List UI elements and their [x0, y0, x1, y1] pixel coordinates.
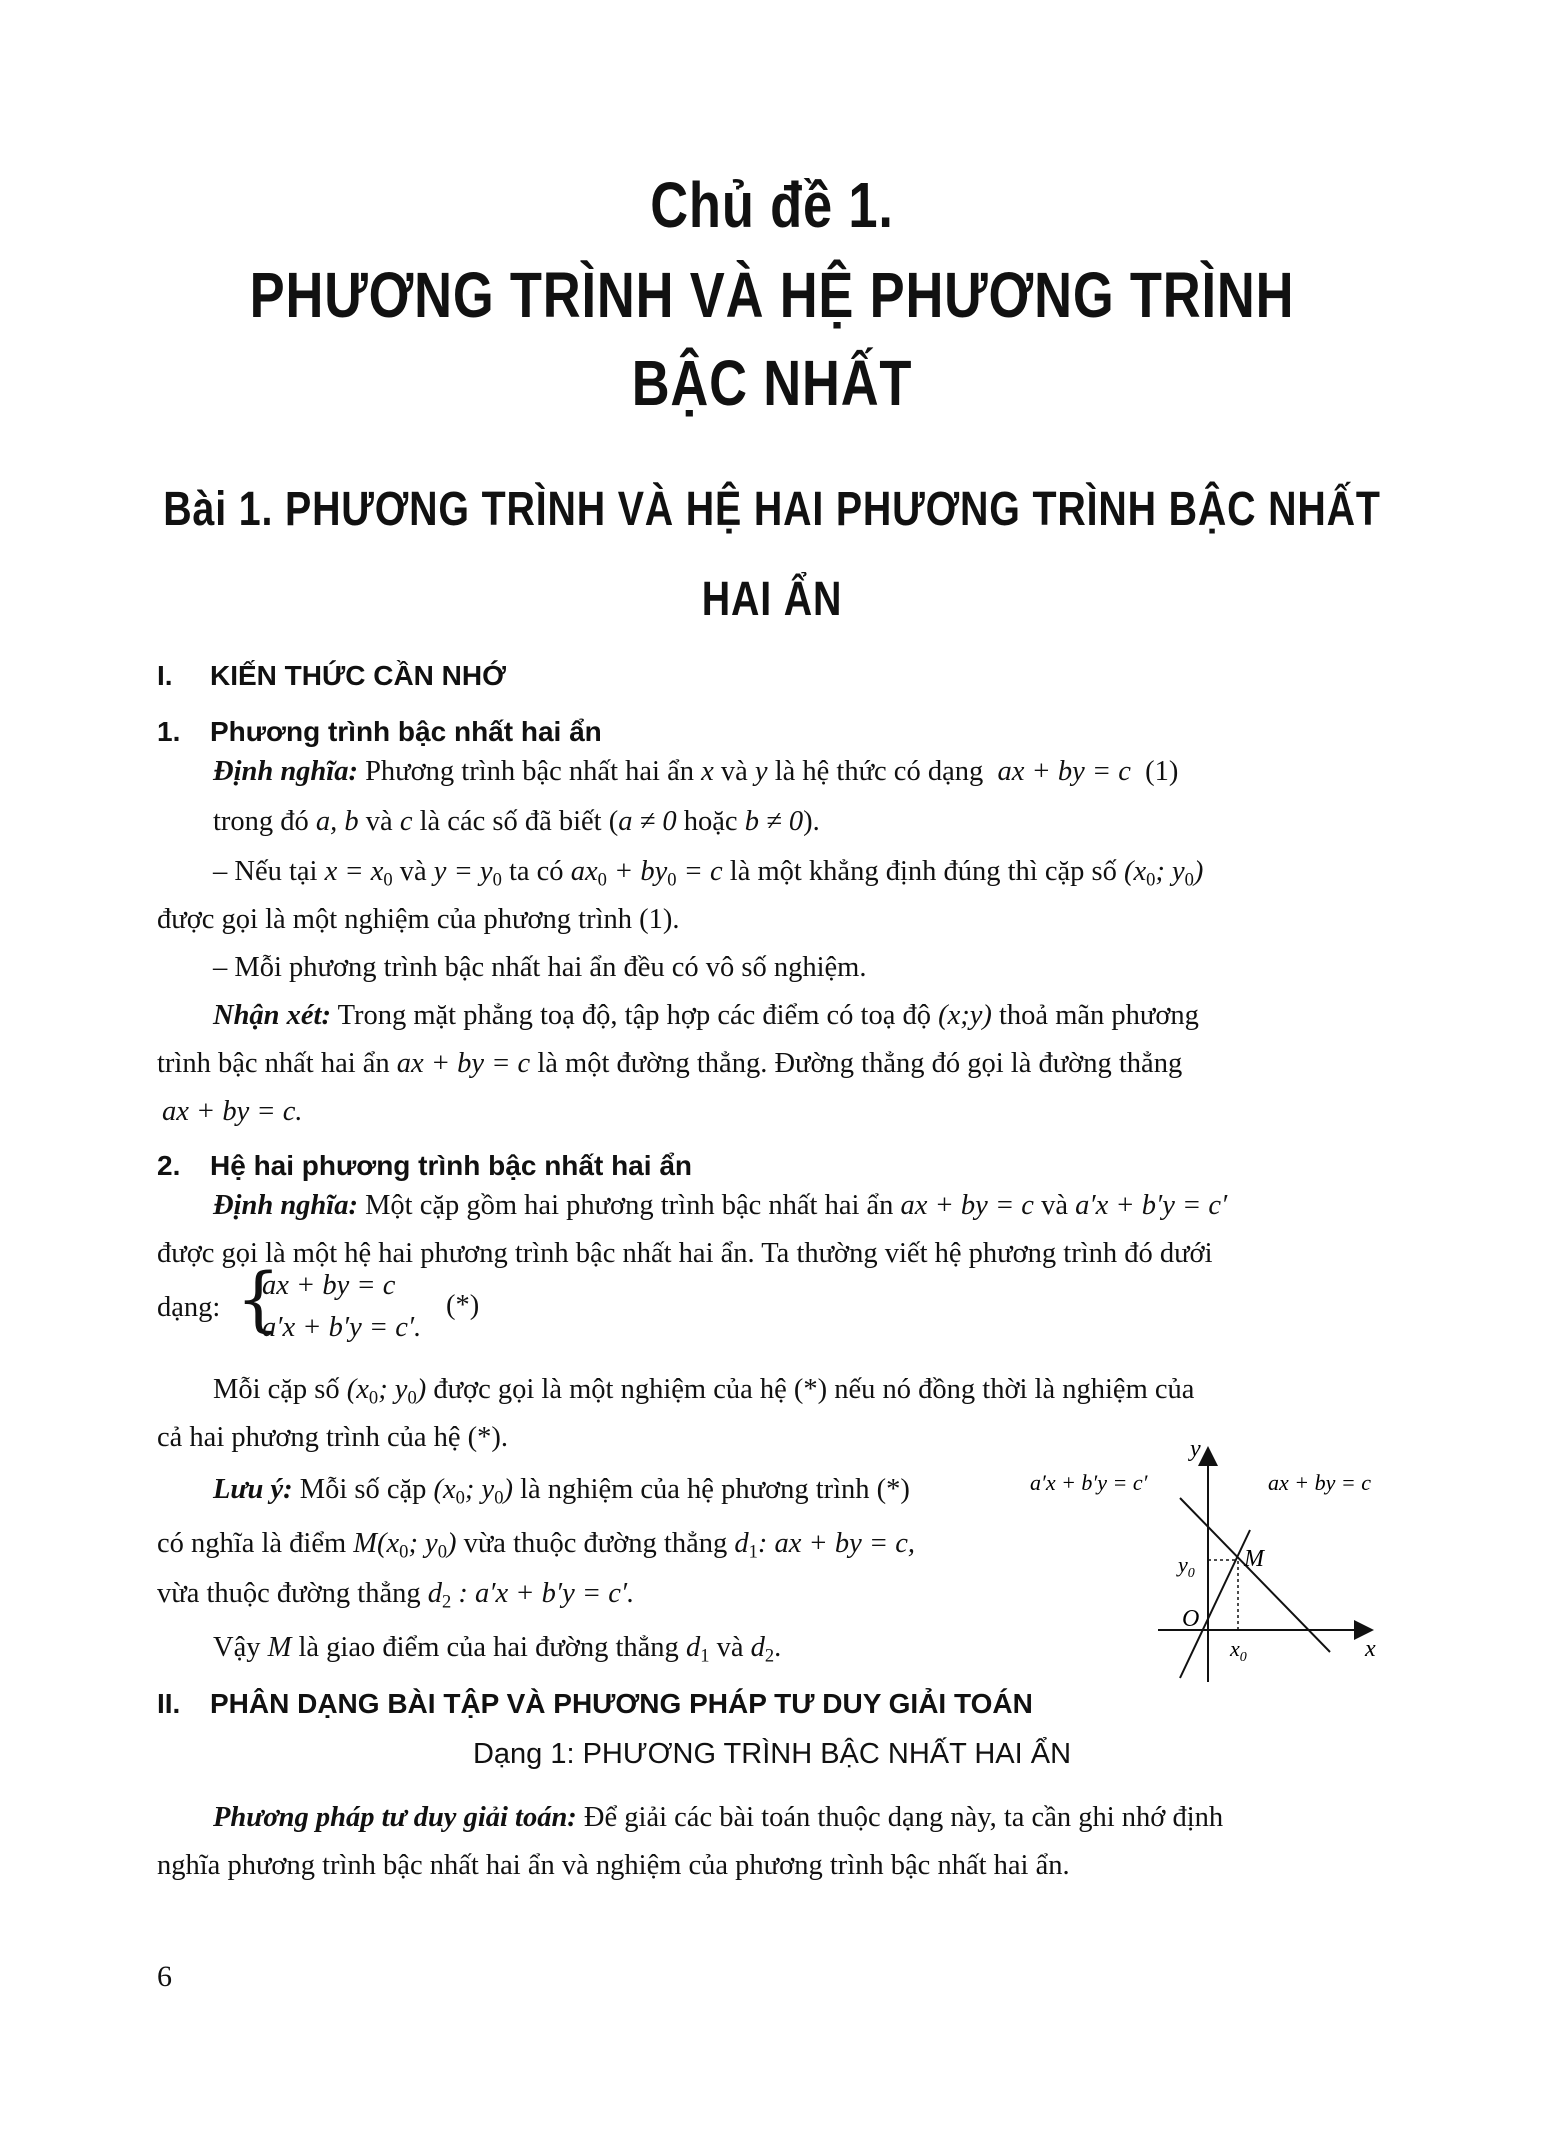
lesson-title-line1: Bài 1. PHƯƠNG TRÌNH VÀ HỆ HAI PHƯƠNG TRÌNH BẬC NHẤT [163, 483, 1381, 536]
definition-2-line1: Định nghĩa: Một cặp gồm hai phương trình bậc nhất hai ẩn ax + by = c và a′x + b′y = c′ [213, 1190, 1228, 1221]
conclusion-line: Vậy M là giao điểm của hai đường thẳng $d_1$ và $d_2$. [213, 1632, 782, 1667]
definition-1-line1: Định nghĩa: Phương trình bậc nhất hai ẩn x và y là hệ thức có dạng ax + by = c (1) [213, 756, 1179, 787]
method-line2: nghĩa phương trình bậc nhất hai ẩn và nghiệm của phương trình bậc nhất hai ẩn. [157, 1850, 1070, 1881]
remark-line3: ax + by = c. [162, 1096, 303, 1127]
system-equation-1: ax + by = c [262, 1270, 396, 1301]
lesson-title-line2: HAI ẨN [701, 573, 843, 626]
remark-line2: trình bậc nhất hai ẩn ax + by = c là một đường thẳng. Đường thẳng đó gọi là đường thẳng [157, 1048, 1183, 1079]
chapter-title-line2: BẬC NHẤT [631, 347, 913, 419]
page-number: 6 [157, 1960, 172, 1993]
label-x: x [1365, 1636, 1376, 1662]
bullet-1-line2: được gọi là một nghiệm của phương trình (1). [157, 904, 680, 935]
bullet-1-line1: – Nếu tại $x = x_0$ và $y = y_0$ ta có $ax_0 + by_0 = c$ là một khẳng định đúng thì cặp số ($x_0$; $y_0$) [213, 856, 1204, 891]
bullet-2: – Mỗi phương trình bậc nhất hai ẩn đều có vô số nghiệm. [213, 952, 867, 983]
label-M: M [1244, 1546, 1264, 1572]
definition-1-line2: trong đó a, b và c là các số đã biết (a ≠ 0 hoặc b ≠ 0). [213, 806, 820, 837]
definition-2-line2: được gọi là một hệ hai phương trình bậc nhất hai ẩn. Ta thường viết hệ phương trình đó dưới [157, 1238, 1213, 1269]
type-heading: Dạng 1: PHƯƠNG TRÌNH BẬC NHẤT HAI ẨN [472, 1738, 1072, 1770]
method-line1: Phương pháp tư duy giải toán: Để giải các bài toán thuộc dạng này, ta cần ghi nhớ định [213, 1802, 1224, 1833]
label-y0: $y_0$ [1178, 1552, 1195, 1581]
system-tag: (*) [446, 1290, 480, 1321]
label-line-d2: a′x + b′y = c′ [1030, 1470, 1148, 1495]
topic-title: Chủ đề 1. [650, 169, 894, 241]
note-line3: vừa thuộc đường thẳng $d_2$ : a′x + b′y = c′. [157, 1578, 635, 1613]
solution-line1: Mỗi cặp số ($x_0$; $y_0$) được gọi là một nghiệm của hệ (*) nếu nó đồng thời là nghiệm của [213, 1374, 1195, 1409]
solution-line2: cả hai phương trình của hệ (*). [157, 1422, 509, 1453]
remark-line1: Nhận xét: Trong mặt phẳng toạ độ, tập hợp các điểm có toạ độ (x;y) thoả mãn phương [213, 1000, 1199, 1031]
label-x0: $x_0$ [1230, 1636, 1247, 1665]
label-y: y [1190, 1436, 1201, 1462]
system-label: dạng: [157, 1292, 221, 1323]
system-equation-2: a′x + b′y = c′. [262, 1312, 422, 1343]
chapter-title-line1: PHƯƠNG TRÌNH VÀ HỆ PHƯƠNG TRÌNH [249, 259, 1295, 331]
note-line2: có nghĩa là điểm $M(x_0$; $y_0$) vừa thuộc đường thẳng $d_1$: ax + by = c, [157, 1528, 916, 1563]
label-line-d1: ax + by = c [1268, 1470, 1371, 1495]
intersection-figure [1030, 1430, 1410, 1690]
label-origin: O [1182, 1606, 1200, 1632]
note-line1: Lưu ý: Mỗi số cặp ($x_0$; $y_0$) là nghiệm của hệ phương trình (*) [213, 1474, 910, 1509]
system-brace: { [236, 1258, 281, 1340]
